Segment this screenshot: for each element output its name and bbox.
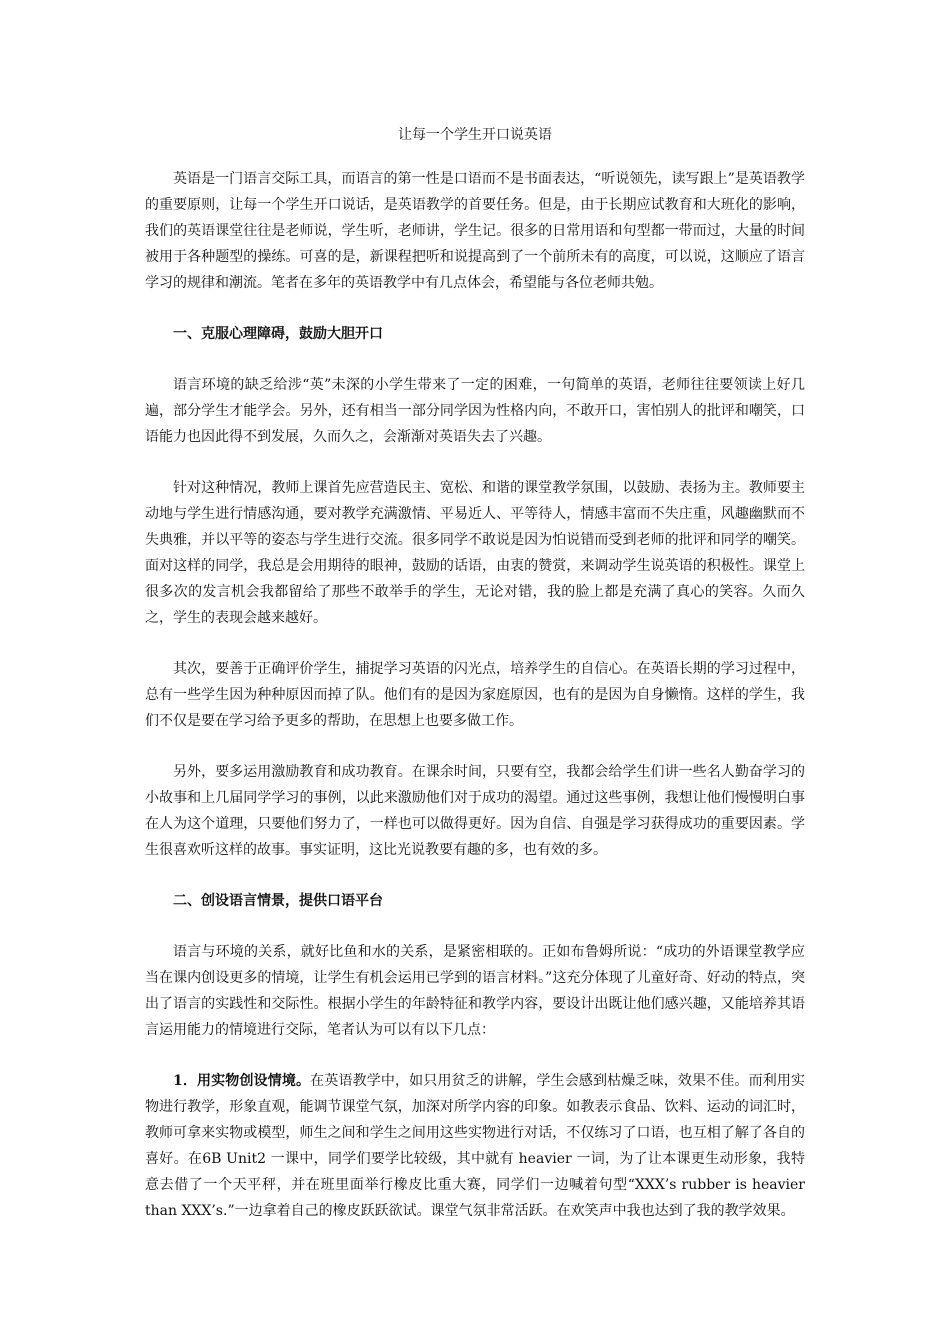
section2-paragraph-1: 语言与环境的关系，就好比鱼和水的关系，是紧密相联的。正如布鲁姆所说：“成功的外语课堂教学应当在课内创设更多的情境，让学生有机会运用已学到的语言材料。”这充分体现了儿童好奇、好动的特点，突出了语言的实践性和交际性。根据小学生的年龄特征和教学内容，要设计出既让他们感兴趣，又能培养其语言运用能力的情境进行交际，笔者认为可以有以下几点： [145, 944, 805, 1038]
item1-lead: 1．用实物创设情境。 [173, 1073, 311, 1089]
section1-paragraph-2: 针对这种情况，教师上课首先应营造民主、宽松、和谐的课堂教学氛围，以鼓励、表扬为主。教师要主动地与学生进行情感沟通，要对教学充满激情、平易近人、平等待人，情感丰富而不失庄重，风趣幽默而不失典雅，并以平等的姿态与学生进行交流。很多同学不敢说是因为怕说错而受到老师的批评和同学的嘲笑。面对这样的同学，我总是会用期待的眼神，鼓励的话语，由衷的赞赏，来调动学生说英语的积极性。课堂上很多次的发言机会我都留给了那些不敢举手的学生，无论对错，我的脸上都是充满了真心的笑容。久而久之，学生的表现会越来越好。 [145, 480, 805, 626]
document-title: 让每一个学生开口说英语 [398, 127, 552, 143]
item1-body: 在英语教学中，如只用贫乏的讲解，学生会感到枯燥乏味，效果不佳。而利用实物进行教学，形象直观，能调节课堂气氛，加深对所学内容的印象。如教表示食品、饮料、运动的词汇时，教师可拿来实物或模型，师生之间和学生之间用这些实物进行对话，不仅练习了口语，也互相了解了各自的喜好。在6B Unit2 一课中，同学们要学比较级，其中就有 heavier 一词，为了让本课更生动形象，我特意去借了一个天平秤，并在班里面举行橡皮比重大赛，同学们一边喊着句型“XXX’s rubber is heavier than XXX’s.”一边拿着自己的橡皮跃跃欲试。课堂气氛非常活跃。在欢笑声中我也达到了我的教学效果。 [145, 1073, 805, 1219]
section1-heading: 一、克服心理障碍，鼓励大胆开口 [173, 326, 383, 342]
section2-item-1 [145, 1068, 805, 1224]
intro-paragraph: 英语是一门语言交际工具，而语言的第一性是口语而不是书面表达，“听说领先，读写跟上”是英语教学的重要原则，让每一个学生开口说话，是英语教学的首要任务。但是，由于长期应试教育和大班化的影响，我们的英语课堂往往是老师说，学生听，老师讲，学生记。很多的日常用语和句型都一带而过，大量的时间被用于各种题型的操练。可喜的是，新课程把听和说提高到了一个前所未有的高度，可以说，这顺应了语言学习的规律和潮流。笔者在多年的英语教学中有几点体会，希望能与各位老师共勉。 [145, 171, 805, 291]
section1-paragraph-3: 其次，要善于正确评价学生，捕捉学习英语的闪光点，培养学生的自信心。在英语长期的学习过程中，总有一些学生因为种种原因而掉了队。他们有的是因为家庭原因，也有的是因为自身懒惰。这样的学生，我们不仅是要在学习给予更多的帮助，在思想上也要多做工作。 [145, 661, 805, 729]
document-page [145, 122, 805, 1249]
section2-heading: 二、创设语言情景，提供口语平台 [173, 893, 383, 909]
section1-paragraph-1: 语言环境的缺乏给涉“英”未深的小学生带来了一定的困难，一句简单的英语，老师往往要领读上好几遍，部分学生才能学会。另外，还有相当一部分同学因为性格内向，不敢开口，害怕别人的批评和嘲笑，口语能力也因此得不到发展，久而久之，会渐渐对英语失去了兴趣。 [145, 377, 805, 445]
section1-paragraph-4: 另外，要多运用激励教育和成功教育。在课余时间，只要有空，我都会给学生们讲一些名人勤奋学习的小故事和上几届同学学习的事例，以此来激励他们对于成功的渴望。通过这些事例，我想让他们慢慢明白事在人为这个道理，只要他们努力了，一样也可以做得更好。因为自信、自强是学习获得成功的重要因素。学生很喜欢听这样的故事。事实证明，这比光说教要有趣的多，也有效的多。 [145, 764, 805, 858]
